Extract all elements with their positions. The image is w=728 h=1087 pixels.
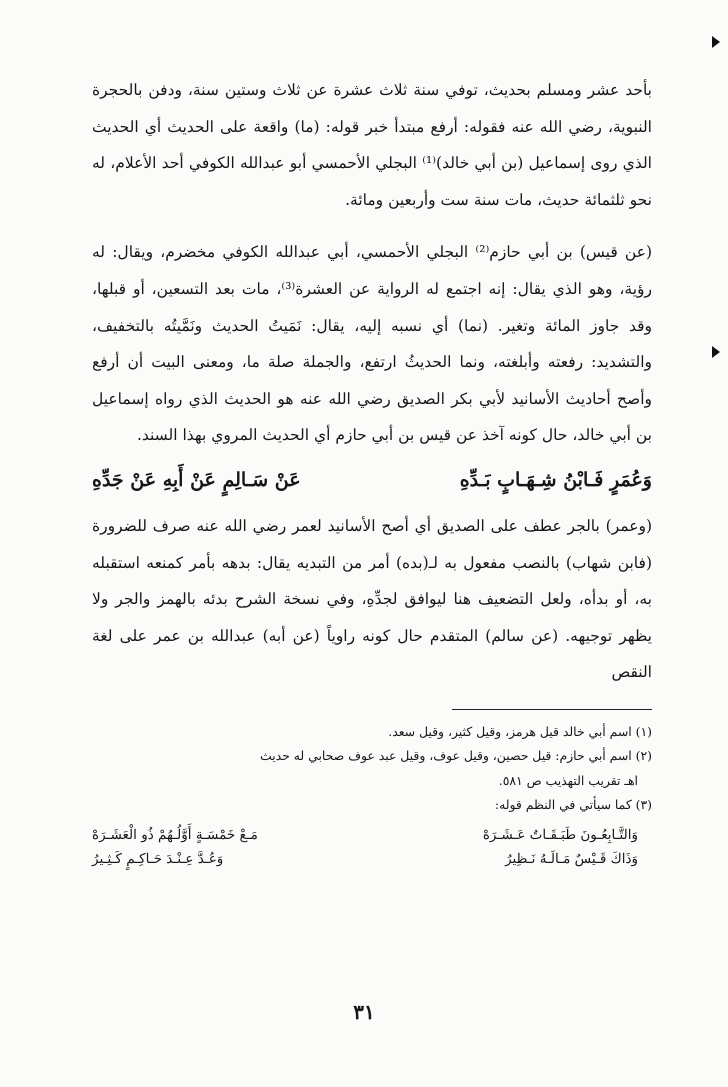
- paragraph-1: بأحد عشر ومسلم بحديث، توفي سنة ثلاث عشرة عن ثلاث وستين سنة، ودفن بالحجرة النبوية، رضي الله عنه فقوله: أرفع مبتدأ خبر قوله: (ما) واقعة على الحديث أي الحديث الذي روى إسماعيل (بن أبي خالد)⁽¹⁾ البجلي الأحمسي أبو عبدالله الكوفي أحد الأعلام، له نحو ثلثمائة حديث، مات سنة ست وأربعين ومائة.: [92, 81, 652, 209]
- footnote-verse-2: [92, 847, 652, 871]
- footnote-verse-1-first: وَالتَّـابِعُـونَ طَبَـقَـاتٌ عَـشَـرَهْ: [482, 827, 638, 844]
- footnote-verse-1: [92, 823, 652, 847]
- footnote-2-continued: اهـ تقريب التهذيب ص ٥٨١.: [498, 772, 638, 788]
- footnote-1: (١) اسم أبي خالد قيل هرمز، وقيل كثير، وقيل سعد.: [388, 723, 652, 739]
- footnote-verse-1-second: مَـعْ خَمْسَـةٍ أَوَّلُـهُمْ ذُو الْعَشَـرَهْ: [92, 827, 258, 844]
- margin-marker-top: [712, 36, 720, 48]
- page-content: [92, 72, 652, 871]
- footnote-2: (٢) اسم أبي حازم: قيل حصين، وقيل عوف، وقيل عبد عوف صحابي له حديث: [260, 748, 652, 764]
- poem-verse: [92, 462, 652, 498]
- footnote-divider: [452, 709, 652, 710]
- footnote-3: (٣) كما سيأتي في النظم قوله:: [494, 796, 652, 812]
- paragraph-2: (عن قيس) بن أبي حازم⁽²⁾ البجلي الأحمسي، أبي عبدالله الكوفي مخضرم، ويقال: له رؤية، وهو الذي يقال: إنه اجتمع له الرواية عن العشرة⁽³⁾، مات بعد التسعين، أو قبلها، وقد جاوز المائة وتغير. (نما) أي نسبه إليه، يقال: نَمَيتُ الحديث ونَمَّيتُه بالتخفيف، والتشديد: رفعته وأبلغته، ونما الحديثُ ارتفع، والجملة صلة ما، ومعنى البيت أن أرفع وأصح أحاديث الأسانيد لأبي بكر الصديق رضي الله عنه هو الحديث الذي رواه إسماعيل بن أبي خالد، حال كونه آخذ عن قيس بن أبي حازم أي الحديث المروي بهذا السند.: [92, 243, 653, 445]
- verse-second-hemistich: عَنْ سَـالِمٍ عَنْ أَبِهِ عَنْ جَدِّهِ: [92, 468, 301, 491]
- verse-first-hemistich: وَعُمَرٍ فَـابْنُ شِـهَـابٍ بَـدِّهِ: [459, 468, 652, 491]
- footnote-verse-2-second: وَعُـدَّ عِـنْـدَ حَـاكِـمٍ كَـثِـيرُ: [92, 851, 224, 868]
- paragraph-3: (وعمر) بالجر عطف على الصديق أي أصح الأسانيد لعمر رضي الله عنه صرف للضرورة (فابن شهاب) بالنصب مفعول به لـ(بده) أمر من التبديه يقال: بدهه بأمر كمنعه استقبله به، أو بدأه، ولعل التضعيف هنا ليوافق لجدِّهِ، وفي نسخة الشرح بدئه بالهمز والجر ولا يظهر توجيهه. (عن سالم) المتقدم حال كونه راوياً (عن أبه) عبدالله بن عمر على لغة النقص: [92, 516, 652, 682]
- margin-marker-middle: [712, 346, 720, 358]
- footnote-verse-2-first: وَذَاكَ قَـيْسٌ مَـالَـهُ نَـظِيرُ: [505, 851, 638, 868]
- page-number: ٣١: [353, 1000, 375, 1024]
